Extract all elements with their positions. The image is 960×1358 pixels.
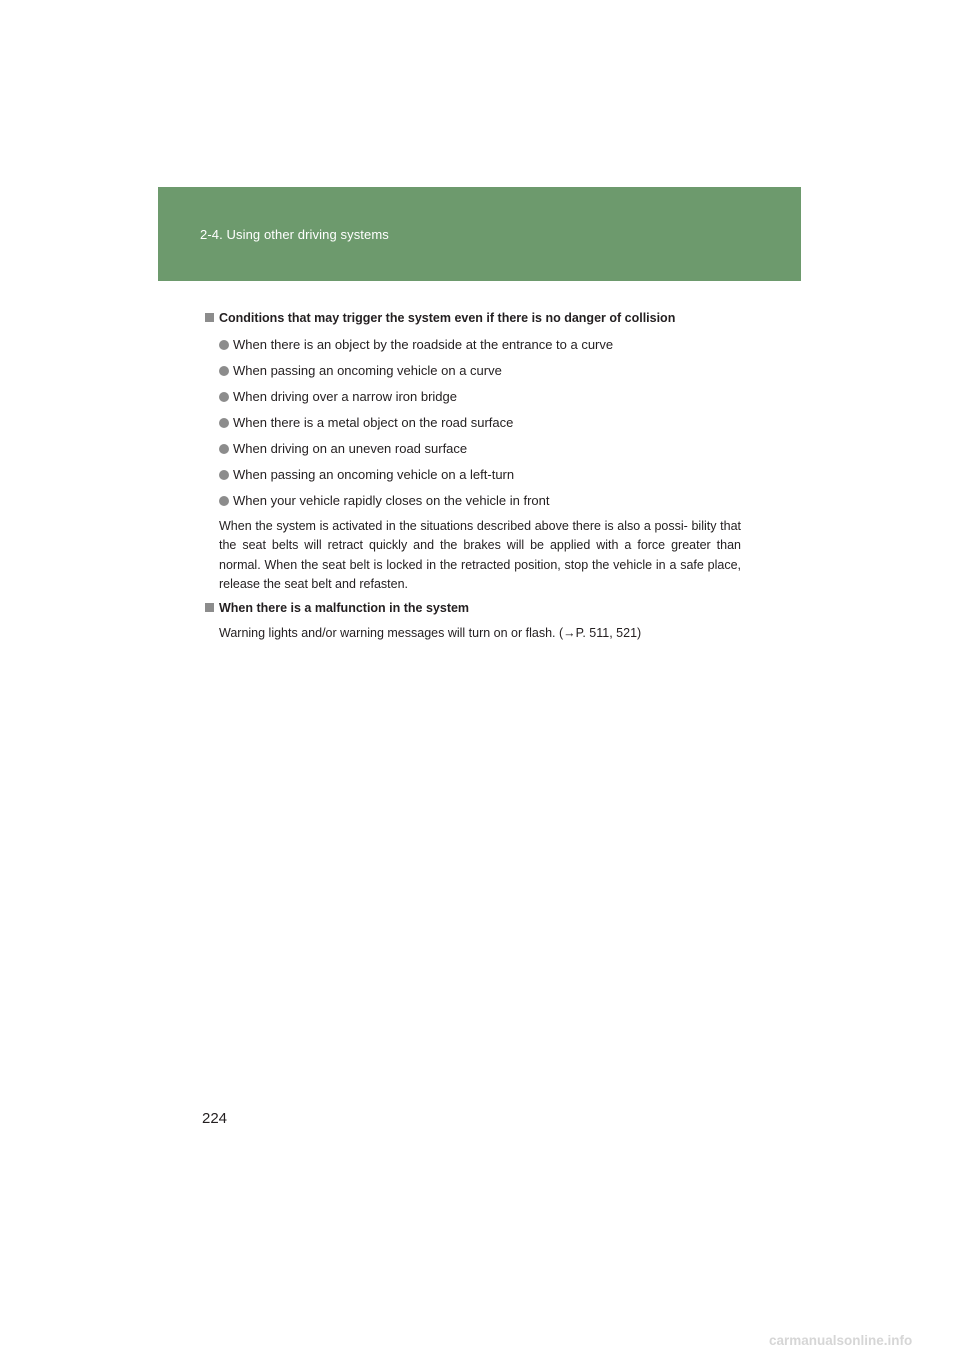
list-item (219, 361, 745, 380)
list-item (219, 439, 745, 458)
conditions-list (205, 335, 745, 510)
circle-bullet-icon (219, 340, 229, 350)
circle-bullet-icon (219, 470, 229, 480)
malfunction-paragraph: Warning lights and/or warning messages will turn on or flash. (→P. 511, 521) (219, 626, 642, 641)
list-item-text: When driving over a narrow iron bridge (233, 389, 457, 404)
section-header-band (158, 187, 801, 281)
subheading-malfunction (205, 599, 745, 618)
list-item-text: When passing an oncoming vehicle on a left-turn (233, 467, 515, 482)
square-bullet-icon (205, 313, 214, 322)
circle-bullet-icon (219, 418, 229, 428)
list-item (219, 491, 745, 510)
circle-bullet-icon (219, 366, 229, 376)
subheading-text: Conditions that may trigger the system even if there is no danger of collision (219, 311, 676, 325)
list-item (219, 465, 745, 484)
subheading-text: When there is a malfunction in the system (219, 601, 470, 616)
watermark: carmanualsonline.info (769, 1333, 913, 1348)
list-item (219, 387, 745, 406)
list-item-text: When there is an object by the roadside at the entrance to a curve (233, 337, 614, 352)
page-content (205, 309, 745, 643)
list-item (219, 335, 745, 354)
subheading-conditions (205, 309, 745, 328)
square-bullet-icon (205, 603, 214, 612)
section-title: 2-4. Using other driving systems (200, 227, 389, 242)
conditions-paragraph: When the system is activated in the situations described above there is also a possi- bility that the seat belts will retract quickly and the brakes will be applied with a force greater than normal. When the seat belt is locked in the retracted position, stop the vehicle in a safe place, release the seat belt and refasten. (219, 519, 741, 591)
page-number: 224 (202, 1110, 228, 1127)
list-item-text: When your vehicle rapidly closes on the vehicle in front (233, 493, 550, 508)
circle-bullet-icon (219, 444, 229, 454)
list-item-text: When there is a metal object on the road surface (233, 415, 514, 430)
circle-bullet-icon (219, 392, 229, 402)
circle-bullet-icon (219, 496, 229, 506)
list-item-text: When driving on an uneven road surface (233, 441, 468, 456)
list-item-text: When passing an oncoming vehicle on a curve (233, 363, 502, 378)
list-item (219, 413, 745, 432)
